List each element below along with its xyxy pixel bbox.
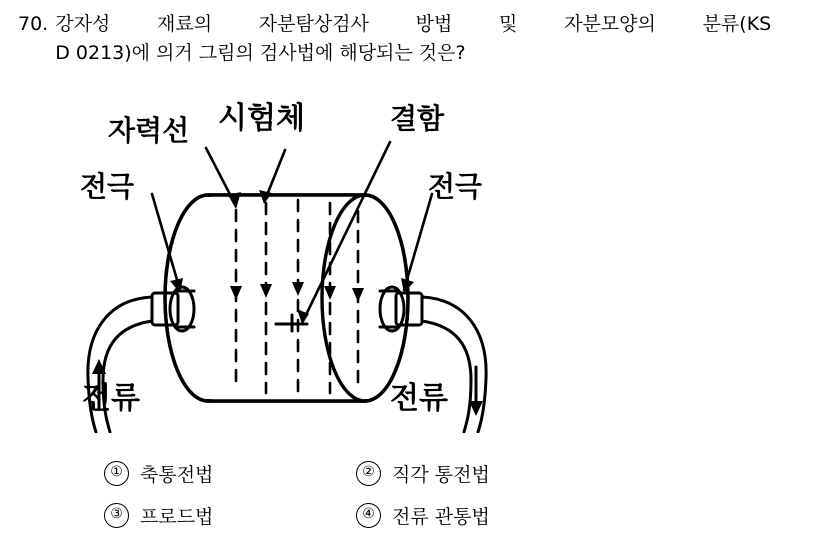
label-specimen: 시험체 — [218, 101, 305, 136]
label-defect: 결함 — [390, 102, 445, 135]
choice-4-label: 전류 관통법 — [392, 505, 490, 528]
answer-choices — [104, 452, 744, 536]
choice-3[interactable] — [104, 502, 356, 529]
choice-1-marker: ① — [104, 461, 129, 486]
label-electrode-left: 전극 — [80, 170, 135, 203]
choice-1[interactable] — [104, 460, 356, 487]
choice-4[interactable] — [356, 502, 490, 529]
choice-2[interactable] — [356, 460, 490, 487]
choice-1-label: 축통전법 — [140, 463, 214, 486]
figure-magnetic-particle-test — [60, 78, 520, 433]
question-line-2: D 0213)에 의거 그림의 검사법에 해당되는 것은? — [55, 42, 466, 64]
label-magnetic-lines: 자력선 — [108, 114, 190, 147]
choice-2-label: 직각 통전법 — [392, 463, 490, 486]
choice-2-marker: ② — [356, 461, 381, 486]
electrode-left — [152, 287, 194, 331]
question-block — [18, 10, 788, 68]
choice-3-label: 프로드법 — [140, 505, 214, 528]
choice-3-marker: ③ — [104, 503, 129, 528]
label-current-left: 전류 — [82, 381, 140, 416]
question-number: 70. — [18, 13, 49, 35]
choice-4-marker: ④ — [356, 503, 381, 528]
question-text — [55, 10, 771, 68]
question-line-1: 강자성 재료의 자분탐상검사 방법 및 자분모양의 분류(KS — [55, 13, 772, 35]
label-electrode-right: 전극 — [428, 170, 483, 203]
choice-row — [104, 452, 744, 494]
choice-row — [104, 494, 744, 536]
label-current-right: 전류 — [390, 381, 448, 416]
